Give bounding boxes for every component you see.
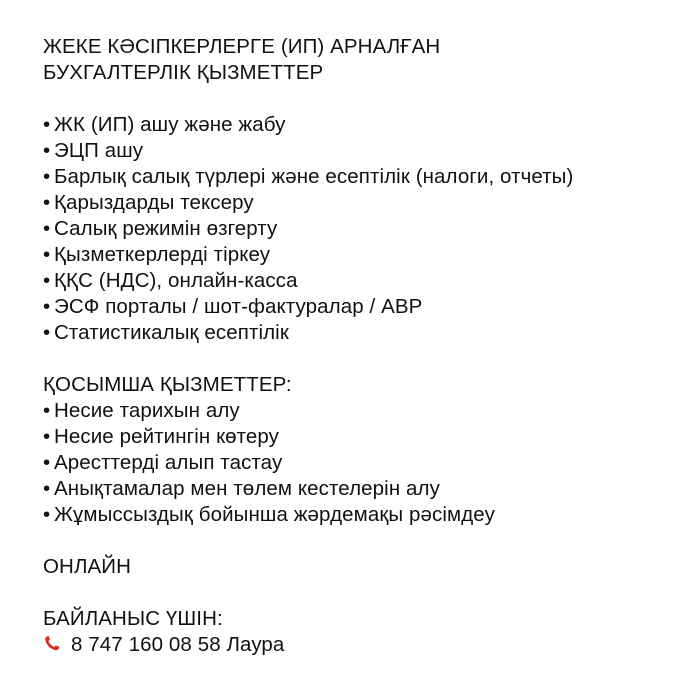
title-line-2: БУХГАЛТЕРЛІК ҚЫЗМЕТТЕР xyxy=(43,61,324,84)
list-item xyxy=(43,268,683,294)
list-item xyxy=(43,112,683,138)
contact-phone xyxy=(43,632,683,658)
service-label: ЭЦП ашу xyxy=(54,139,144,162)
page-title xyxy=(43,34,683,86)
additional-service-label: Жұмыссыздық бойынша жәрдемақы рәсімдеу xyxy=(54,503,495,526)
bullet-icon: • xyxy=(43,425,51,448)
list-item xyxy=(43,476,683,502)
service-label: Статистикалық есептілік xyxy=(54,321,289,344)
additional-services-list xyxy=(43,398,683,528)
bullet-icon: • xyxy=(43,295,51,318)
bullet-icon: • xyxy=(43,477,51,500)
bullet-icon: • xyxy=(43,139,51,162)
bullet-icon: • xyxy=(43,451,51,474)
bullet-icon: • xyxy=(43,191,51,214)
additional-services-heading: ҚОСЫМША ҚЫЗМЕТТЕР: xyxy=(43,373,292,396)
service-label: Барлық салық түрлері және есептілік (налоги, отчеты) xyxy=(54,165,574,188)
bullet-icon: • xyxy=(43,321,51,344)
list-item xyxy=(43,164,683,190)
list-item xyxy=(43,216,683,242)
spacer xyxy=(43,86,683,112)
online-label: ОНЛАЙН xyxy=(43,555,132,578)
bullet-icon: • xyxy=(43,217,51,240)
additional-service-label: Анықтамалар мен төлем кестелерін алу xyxy=(54,477,440,500)
additional-service-label: Несие тарихын алу xyxy=(54,399,240,422)
service-label: Қызметкерлерді тіркеу xyxy=(54,243,271,266)
list-item xyxy=(43,242,683,268)
bullet-icon: • xyxy=(43,243,51,266)
additional-service-label: Аресттерді алып тастау xyxy=(54,451,283,474)
services-list xyxy=(43,112,683,346)
contact-heading: БАЙЛАНЫС ҮШІН: xyxy=(43,607,223,630)
service-label: ЖК (ИП) ашу және жабу xyxy=(54,113,286,136)
bullet-icon: • xyxy=(43,165,51,188)
bullet-icon: • xyxy=(43,503,51,526)
service-label: ЭСФ порталы / шот-фактуралар / АВР xyxy=(54,295,423,318)
spacer xyxy=(43,580,683,606)
spacer xyxy=(43,346,683,372)
bullet-icon: • xyxy=(43,113,51,136)
title-line-1: ЖЕКЕ КӘСІПКЕРЛЕРГЕ (ИП) АРНАЛҒАН xyxy=(43,35,441,58)
phone-number[interactable]: 8 747 160 08 58 Лаура xyxy=(71,633,285,656)
document-body xyxy=(43,34,683,658)
service-label: ҚҚС (НДС), онлайн-касса xyxy=(54,269,298,292)
list-item xyxy=(43,320,683,346)
list-item xyxy=(43,138,683,164)
list-item xyxy=(43,424,683,450)
bullet-icon: • xyxy=(43,269,51,292)
list-item xyxy=(43,398,683,424)
telephone-receiver-icon xyxy=(43,634,65,654)
service-label: Қарыздарды тексеру xyxy=(54,191,254,214)
additional-service-label: Несие рейтингін көтеру xyxy=(54,425,280,448)
bullet-icon: • xyxy=(43,399,51,422)
list-item xyxy=(43,190,683,216)
service-label: Салық режимін өзгерту xyxy=(54,217,278,240)
list-item xyxy=(43,294,683,320)
list-item xyxy=(43,450,683,476)
spacer xyxy=(43,528,683,554)
list-item xyxy=(43,502,683,528)
